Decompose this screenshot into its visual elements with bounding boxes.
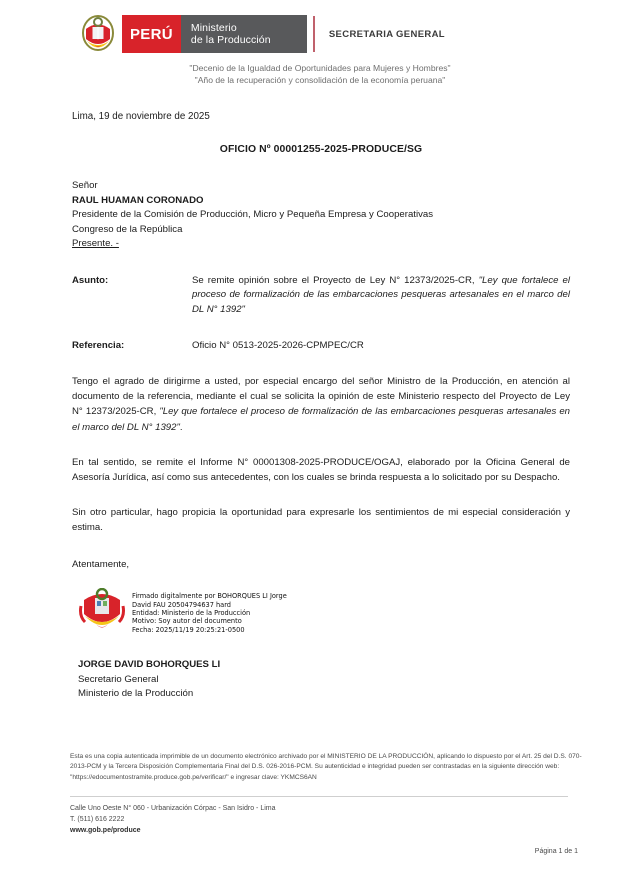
signatory-block [72,658,570,702]
addressee-salutation: Señor [72,180,98,191]
paragraph-1-part-1: Tengo el agrado de dirigirme a usted, por especial encargo del señor Ministro de la Producción, en atención al documento de la referencia, mediante el cual se solicita la opinión de este Ministerio respecto del Proyecto de Ley N° 12373/2025-CR, [72,375,570,418]
paragraph-1 [72,374,570,435]
document-title: OFICIO Nº 00001255-2025-PRODUCE/SG [219,143,423,155]
paragraph-2: En tal sentido, se remite el Informe N° 00001308-2025-PRODUCE/OGAJ, elaborado por la Oficina General de Asesoría Jurídica, así como sus antecedentes, con los cuales se brinda respuesta a lo solicitado por su Despacho. [72,456,570,483]
addressee-present: Presente. - [72,238,119,250]
peru-brand-block [122,15,307,53]
peru-coat-of-arms-icon [78,13,118,55]
mottos [0,62,640,86]
digital-signature-text [132,588,287,634]
ministry-line-1: Ministerio [190,21,237,34]
paragraph-3: Sin otro particular, hago propicia la oportunidad para expresarle los sentimientos de mi especial consideración y estima. [72,507,570,534]
referencia-label: Referencia: [72,340,125,352]
addressee-name: RAUL HUAMAN CORONADO [72,194,204,206]
signature-line-3: Entidad: Ministerio de la Producción [132,608,251,617]
digital-signature-block [72,588,570,640]
referencia-value: Oficio N° 0513-2025-2026-CPMPEC/CR [192,340,364,352]
footer-phone: T. (511) 616 2222 [70,816,125,824]
asunto-text-italic: "Ley que fortalece el proceso de formalización de las embarcaciones pesqueras artesanales en el marco del DL N° 1392" [192,274,571,315]
footer-address-block [70,803,276,837]
page-number: Página 1 de 1 [534,848,578,855]
addressee-institution: Congreso de la República [72,223,183,235]
peru-label: PERÚ [122,15,181,53]
ministry-label [181,15,307,53]
referencia-row [72,339,570,354]
footer-address: Calle Uno Oeste N° 060 - Urbanización Córpac - San Isidro - Lima [70,805,276,812]
signature-line-4: Motivo: Soy autor del documento [132,617,242,626]
addressee-block [72,179,570,252]
paragraph-1-italic: "Ley que fortalece el proceso de formalización de las embarcaciones pesqueras artesanales en el marco del DL N° 1392" [72,406,571,433]
ministry-line-2: de la Producción [190,34,271,46]
motto-line-1: "Decenio de la Igualdad de Oportunidades para Mujeres y Hombres" [189,63,451,73]
date-line: Lima, 19 de noviembre de 2025 [72,111,210,122]
signatory-role: Secretario General [78,673,159,685]
document-body [0,110,640,702]
signatory-name: JORGE DAVID BOHORQUES LI [78,659,221,671]
authenticity-note: Esta es una copia autenticada imprimible de un documento electrónico archivado por el MINISTERIO DE LA PRODUCCIÓN, aplicando lo dispuesto por el Art. 25 del D.S. 070-2013-PCM y la Tercera Disposición Complementaria Final del D.S. 026-2016-PCM. Su autenticidad e integridad pueden ser contrastadas en la siguiente dirección web: "https://edocumentostramite.produce.gob.pe/verificar/" e ingresar clave: YKMCS6AN [70,753,582,781]
addressee-position: Presidente de la Comisión de Producción, Micro y Pequeña Empresa y Cooperativas [72,209,434,221]
header-divider [313,16,315,52]
asunto-value [192,274,570,318]
peru-national-seal-icon [78,588,126,640]
signature-line-1: Firmado digitalmente por BOHORQUES LI Jorge [132,592,287,601]
asunto-label: Asunto: [72,274,109,286]
asunto-row [72,274,570,318]
motto-line-2: "Año de la recuperación y consolidación de la economía peruana" [194,75,446,85]
signature-line-2: David FAU 20504794637 hard [132,600,231,609]
footer-website[interactable]: www.gob.pe/produce [70,827,141,835]
signature-line-5: Fecha: 2025/11/19 20:25:21-0500 [132,625,245,634]
footer-divider [70,796,568,797]
asunto-text-plain: Se remite opinión sobre el Proyecto de Ley N° 12373/2025-CR, [192,274,479,286]
closing-line: Atentamente, [72,558,130,570]
document-header [0,0,640,56]
paragraph-1-part-2: . [179,421,183,433]
signatory-entity: Ministerio de la Producción [78,688,194,700]
office-label: SECRETARIA GENERAL [328,28,445,40]
